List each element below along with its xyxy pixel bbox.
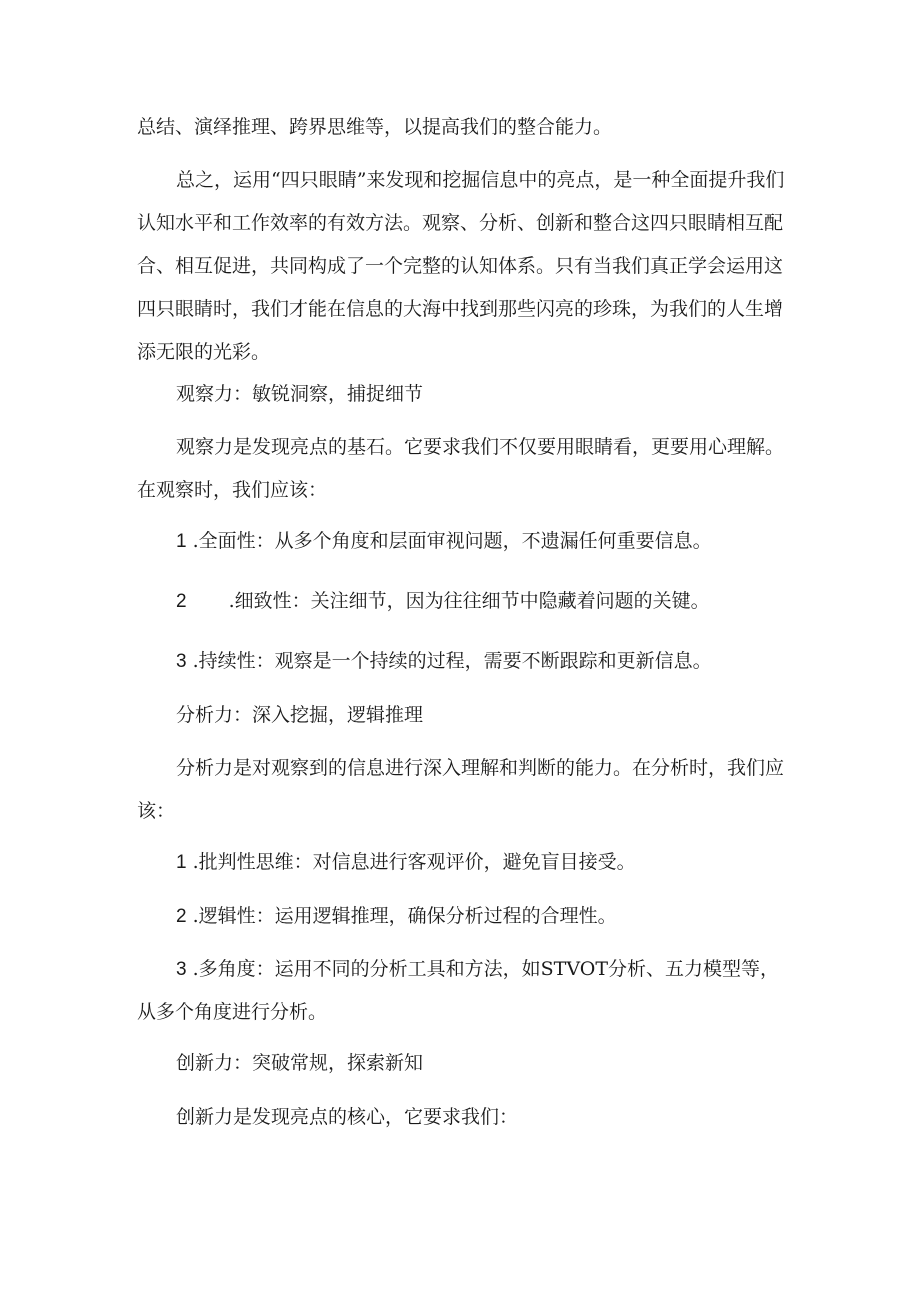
list-text: .批判性思维：对信息进行客观评价，避免盲目接受。 xyxy=(192,851,636,873)
list-text: .持续性：观察是一个持续的过程，需要不断跟踪和更新信息。 xyxy=(192,650,712,672)
list-item-multi-angle xyxy=(137,948,787,1034)
list-item-meticulous xyxy=(137,580,787,623)
heading-observation: 观察力：敏锐洞察，捕捉细节 xyxy=(176,383,424,405)
paragraph-integration-end: 总结、演绎推理、跨界思维等，以提高我们的整合能力。 xyxy=(137,116,613,138)
list-text: .全面性：从多个角度和层面审视问题，不遗漏任何重要信息。 xyxy=(192,530,712,552)
heading-analysis: 分析力：深入挖掘，逻辑推理 xyxy=(176,704,424,726)
list-text: .细致性：关注细节，因为往往细节中隐藏着问题的关键。 xyxy=(228,590,710,612)
list-item-logic xyxy=(137,895,787,938)
list-number: 3 xyxy=(176,959,187,980)
paragraph-summary: 总之，运用“四只眼睛”来发现和挖掘信息中的亮点，是一种全面提升我们认知水平和工作效率的有效方法。观察、分析、创新和整合这四只眼睛相互配合、相互促进，共同构成了一个完整的认知体系。只有当我们真正学会运用这四只眼睛时，我们才能在信息的大海中找到那些闪亮的珍珠，为我们的人生增添无限的光彩。 xyxy=(137,169,785,363)
list-item-continuous xyxy=(137,640,787,683)
list-number: 2 xyxy=(176,591,187,612)
heading-innovation: 创新力：突破常规，探索新知 xyxy=(176,1052,424,1074)
list-text: .多角度：运用不同的分析工具和方法，如STVOT分析、五力模型等，从多个角度进行分析。 xyxy=(137,958,779,1023)
list-item-critical-thinking xyxy=(137,841,787,884)
list-item-comprehensive xyxy=(137,520,787,563)
paragraph-innovation: 创新力是发现亮点的核心，它要求我们： xyxy=(176,1106,519,1128)
list-number: 2 xyxy=(176,906,187,927)
list-number: 1 xyxy=(176,531,187,552)
paragraph-analysis: 分析力是对观察到的信息进行深入理解和判断的能力。在分析时，我们应该： xyxy=(137,757,785,822)
list-number: 3 xyxy=(176,651,187,672)
list-number: 1 xyxy=(176,852,187,873)
paragraph-observation: 观察力是发现亮点的基石。它要求我们不仅要用眼睛看，更要用心理解。在观察时，我们应该： xyxy=(137,436,785,501)
list-text: .逻辑性：运用逻辑推理，确保分析过程的合理性。 xyxy=(192,905,617,927)
